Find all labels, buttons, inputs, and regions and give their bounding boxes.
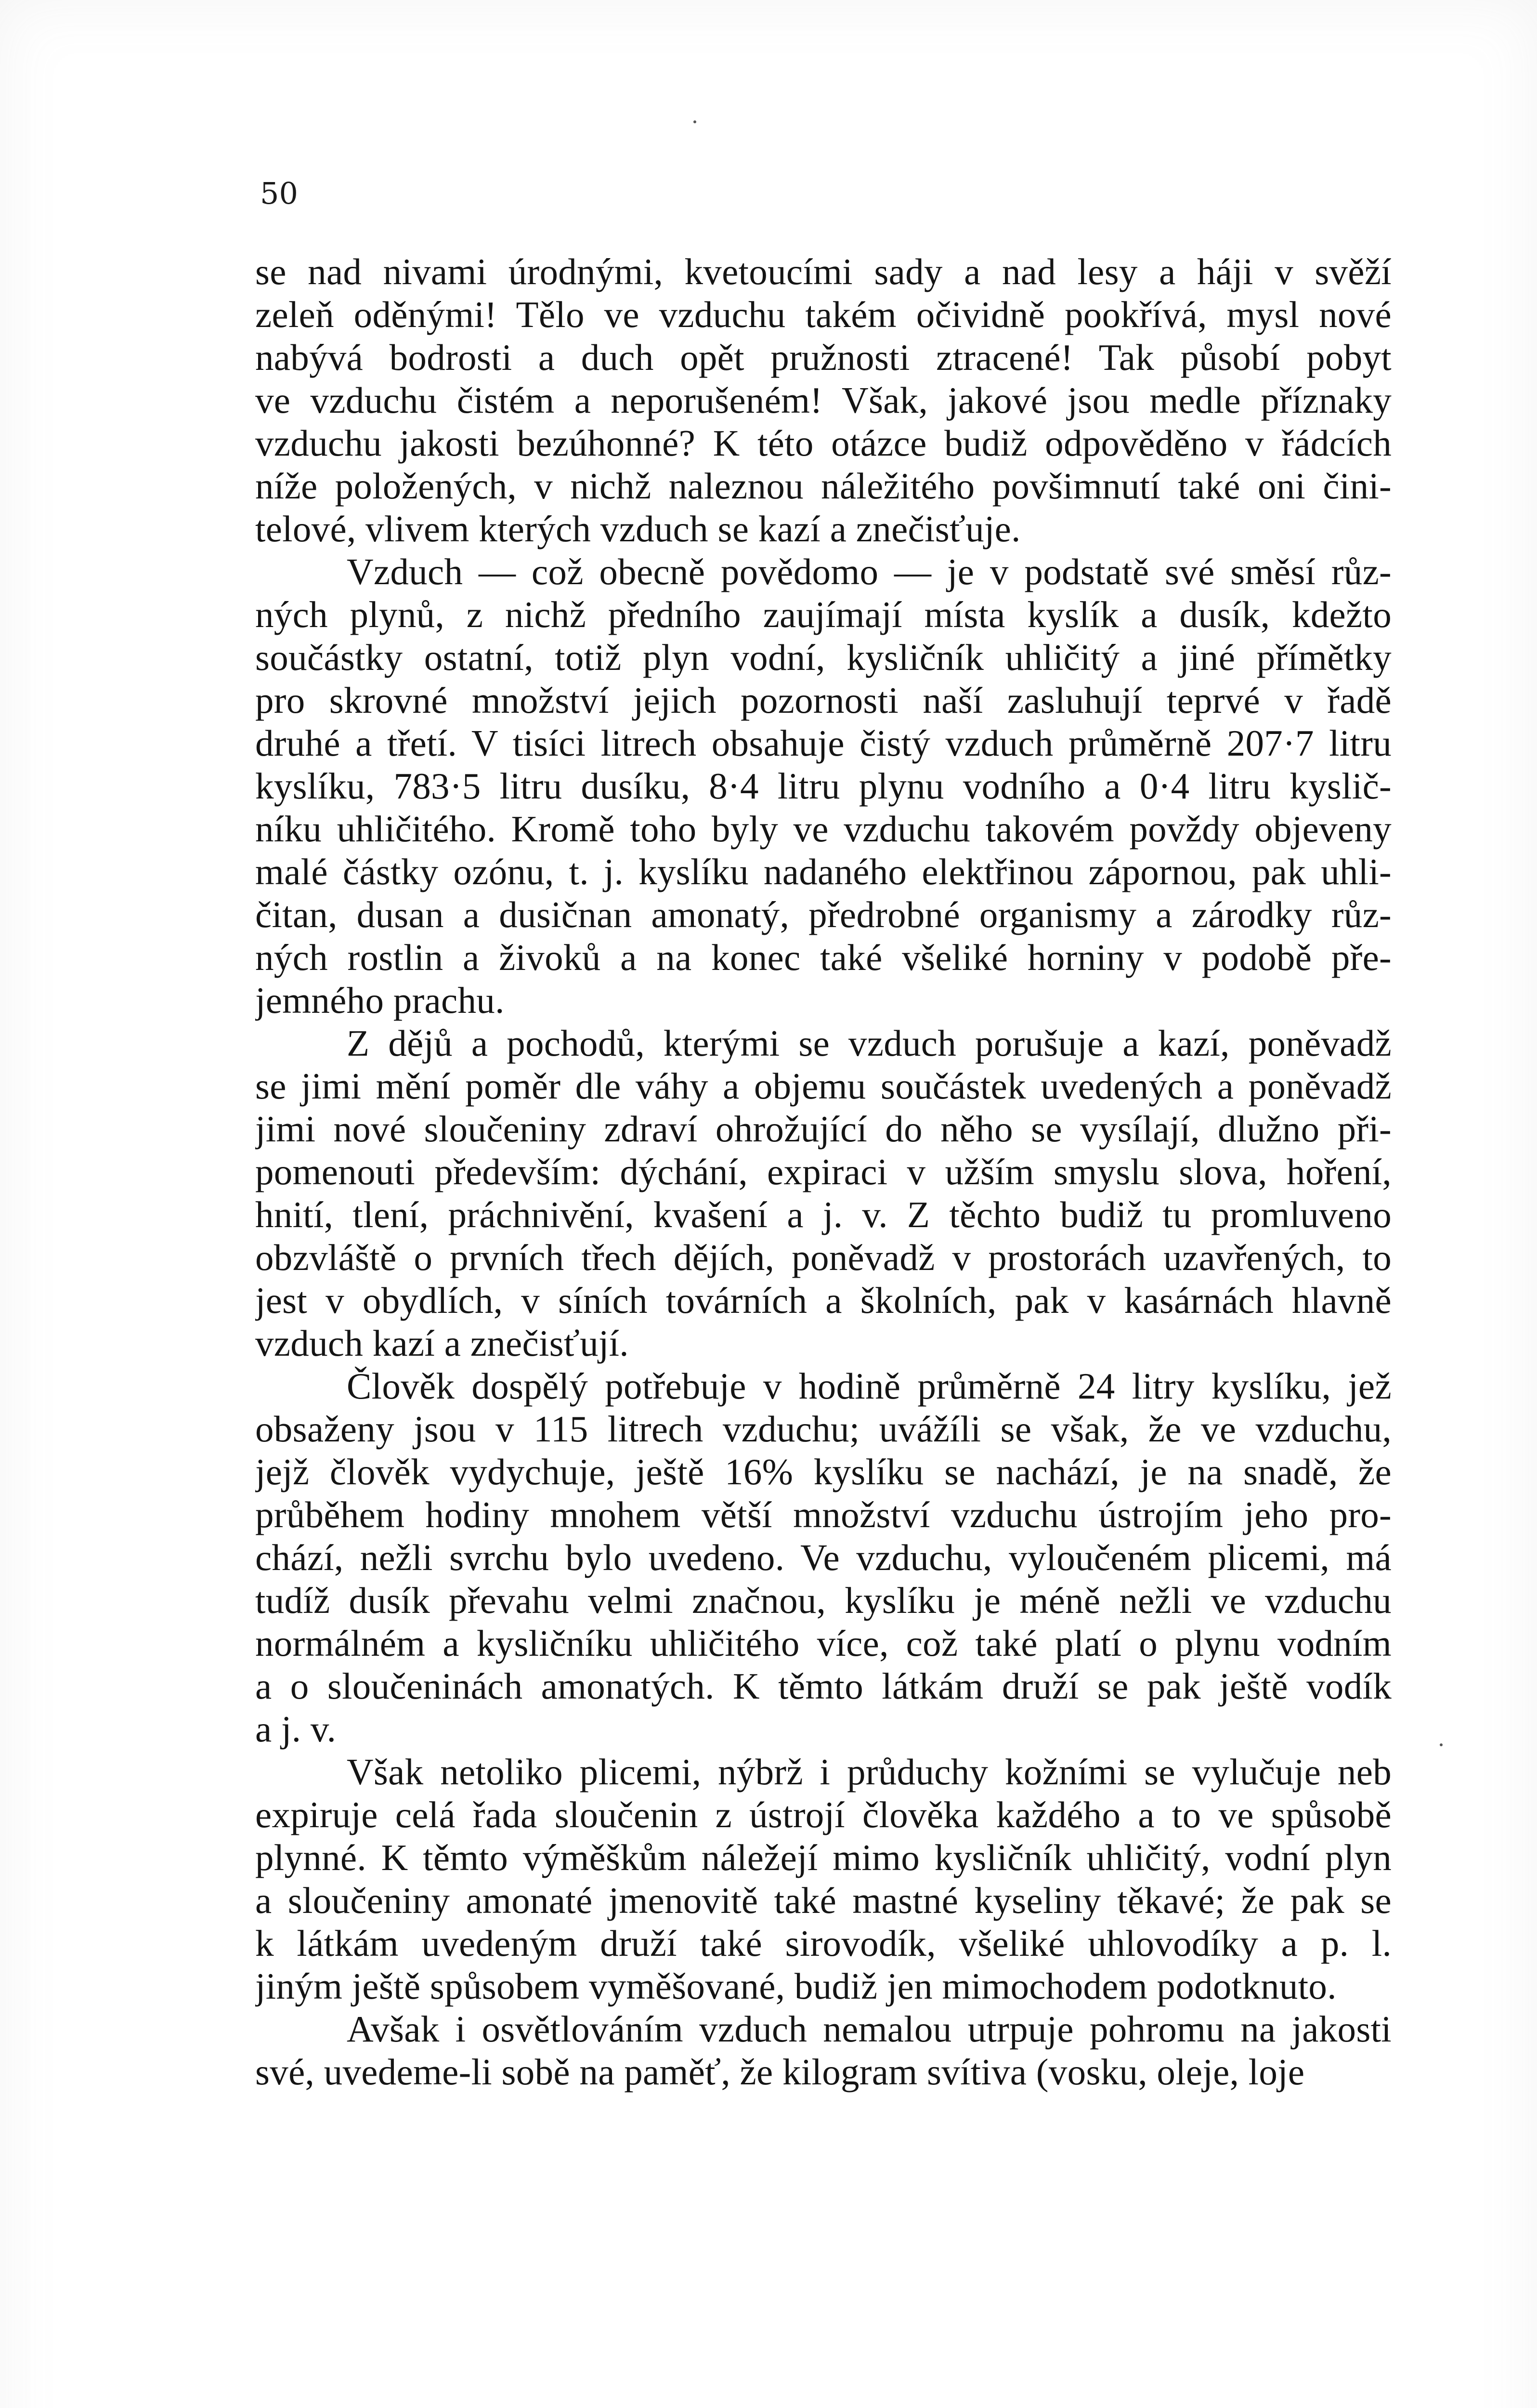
text-line: pomenouti především: dýchání, expiraci v užším smyslu slova, hoření, bbox=[255, 1151, 1392, 1192]
text-line: a sloučeniny amonaté jmenovitě také mastné kyseliny těkavé; že pak se bbox=[255, 1880, 1392, 1921]
text-line: zeleň oděnými! Tělo ve vzduchu takém očividně pookřívá, mysl nové bbox=[255, 294, 1392, 335]
text-line: jejž člověk vydychuje, ještě 16% kyslíku se nachází, je na snadě, že bbox=[255, 1451, 1392, 1492]
text-line: jemného prachu. bbox=[255, 980, 505, 1021]
text-line: jimi nové sloučeniny zdraví ohrožující do něho se vysílají, dlužno při- bbox=[255, 1108, 1392, 1150]
paragraph bbox=[255, 2008, 1392, 2094]
page-number: 50 bbox=[260, 176, 298, 211]
text-line: své, uvedeme-li sobě na paměť, že kilogram svítiva (vosku, oleje, loje bbox=[255, 2051, 1305, 2093]
text-line: plynné. K těmto výměškům náležejí mimo kysličník uhličitý, vodní plyn bbox=[255, 1837, 1392, 1878]
text-line: se nad nivami úrodnými, kvetoucími sady a nad lesy a háji v svěží bbox=[255, 251, 1392, 292]
text-line: hnití, tlení, práchnivění, kvašení a j. v. Z těchto budiž tu promluveno bbox=[255, 1194, 1392, 1235]
text-line: tudíž dusík převahu velmi značnou, kyslíku je méně nežli ve vzduchu bbox=[255, 1580, 1392, 1621]
body-text bbox=[255, 250, 1392, 2094]
text-line: k látkám uvedeným druží také sirovodík, všeliké uhlovodíky a p. l. bbox=[255, 1923, 1392, 1964]
text-line: čitan, dusan a dusičnan amonatý, předrobné organismy a zárodky růz- bbox=[255, 894, 1392, 935]
paper-speck bbox=[693, 120, 696, 123]
paper-speck bbox=[1440, 1743, 1443, 1746]
paragraph bbox=[255, 550, 1392, 1022]
text-line: vzduchu jakosti bezúhonné? K této otázce budiž odpověděno v řádcích bbox=[255, 422, 1392, 464]
text-line: jiným ještě spůsobem vyměšované, budiž jen mimochodem podotknuto. bbox=[255, 1965, 1337, 2007]
text-line: Člověk dospělý potřebuje v hodině průměrně 24 litry kyslíku, jež bbox=[347, 1365, 1392, 1407]
text-line: se jimi mění poměr dle váhy a objemu součástek uvedených a poněvadž bbox=[255, 1065, 1392, 1107]
text-line: malé částky ozónu, t. j. kyslíku nadaného elektřinou zápornou, pak uhli- bbox=[255, 851, 1392, 892]
text-line: Avšak i osvětlováním vzduch nemalou utrpuje pohromu na jakosti bbox=[347, 2008, 1392, 2050]
text-line: vzduch kazí a znečisťují. bbox=[255, 1322, 629, 1364]
text-line: obsaženy jsou v 115 litrech vzduchu; uvážíli se však, že ve vzduchu, bbox=[255, 1408, 1392, 1450]
text-line: jest v obydlích, v síních továrních a školních, pak v kasárnách hlavně bbox=[255, 1280, 1392, 1321]
paragraph bbox=[255, 1365, 1392, 1751]
text-line: součástky ostatní, totiž plyn vodní, kysličník uhličitý a jiné přímětky bbox=[255, 637, 1392, 678]
text-line: ných plynů, z nichž předního zaujímají místa kyslík a dusík, kdežto bbox=[255, 594, 1392, 635]
text-line: kyslíku, 783·5 litru dusíku, 8·4 litru plynu vodního a 0·4 litru kyslič- bbox=[255, 765, 1392, 807]
paragraph bbox=[255, 1022, 1392, 1365]
text-line: a j. v. bbox=[255, 1708, 337, 1750]
paragraph bbox=[255, 250, 1392, 550]
text-line: normálném a kysličníku uhličitého více, což také platí o plynu vodním bbox=[255, 1623, 1392, 1664]
text-line: druhé a třetí. V tisíci litrech obsahuje čistý vzduch průměrně 207·7 litru bbox=[255, 722, 1392, 764]
text-line: expiruje celá řada sloučenin z ústrojí člověka každého a to ve spůsobě bbox=[255, 1794, 1392, 1835]
text-line: ve vzduchu čistém a neporušeném! Však, jakové jsou medle příznaky bbox=[255, 380, 1392, 421]
text-line: ných rostlin a živoků a na konec také všeliké horniny v podobě pře- bbox=[255, 937, 1392, 978]
paragraph bbox=[255, 1751, 1392, 2008]
text-line: Z dějů a pochodů, kterými se vzduch porušuje a kazí, poněvadž bbox=[347, 1022, 1392, 1064]
text-line: a o sloučeninách amonatých. K těmto látkám druží se pak ještě vodík bbox=[255, 1665, 1392, 1707]
text-line: Však netoliko plicemi, nýbrž i průduchy kožními se vylučuje neb bbox=[347, 1751, 1392, 1793]
text-line: chází, nežli svrchu bylo uvedeno. Ve vzduchu, vyloučeném plicemi, má bbox=[255, 1537, 1392, 1578]
text-line: Vzduch — což obecně povědomo — je v podstatě své směsí růz- bbox=[347, 551, 1392, 592]
text-line: nabývá bodrosti a duch opět pružnosti ztracené! Tak působí pobyt bbox=[255, 337, 1392, 378]
text-line: pro skrovné množství jejich pozornosti naší zasluhují teprvé v řadě bbox=[255, 680, 1392, 721]
text-line: průběhem hodiny mnohem větší množství vzduchu ústrojím jeho pro- bbox=[255, 1494, 1392, 1535]
text-line: obzvláště o prvních třech dějích, poněvadž v prostorách uzavřených, to bbox=[255, 1237, 1392, 1278]
text-line: telové, vlivem kterých vzduch se kazí a znečisťuje. bbox=[255, 508, 1021, 550]
text-line: níku uhličitého. Kromě toho byly ve vzduchu takovém povždy objeveny bbox=[255, 808, 1392, 850]
text-line: níže položených, v nichž naleznou náležitého povšimnutí také oni čini- bbox=[255, 465, 1392, 507]
